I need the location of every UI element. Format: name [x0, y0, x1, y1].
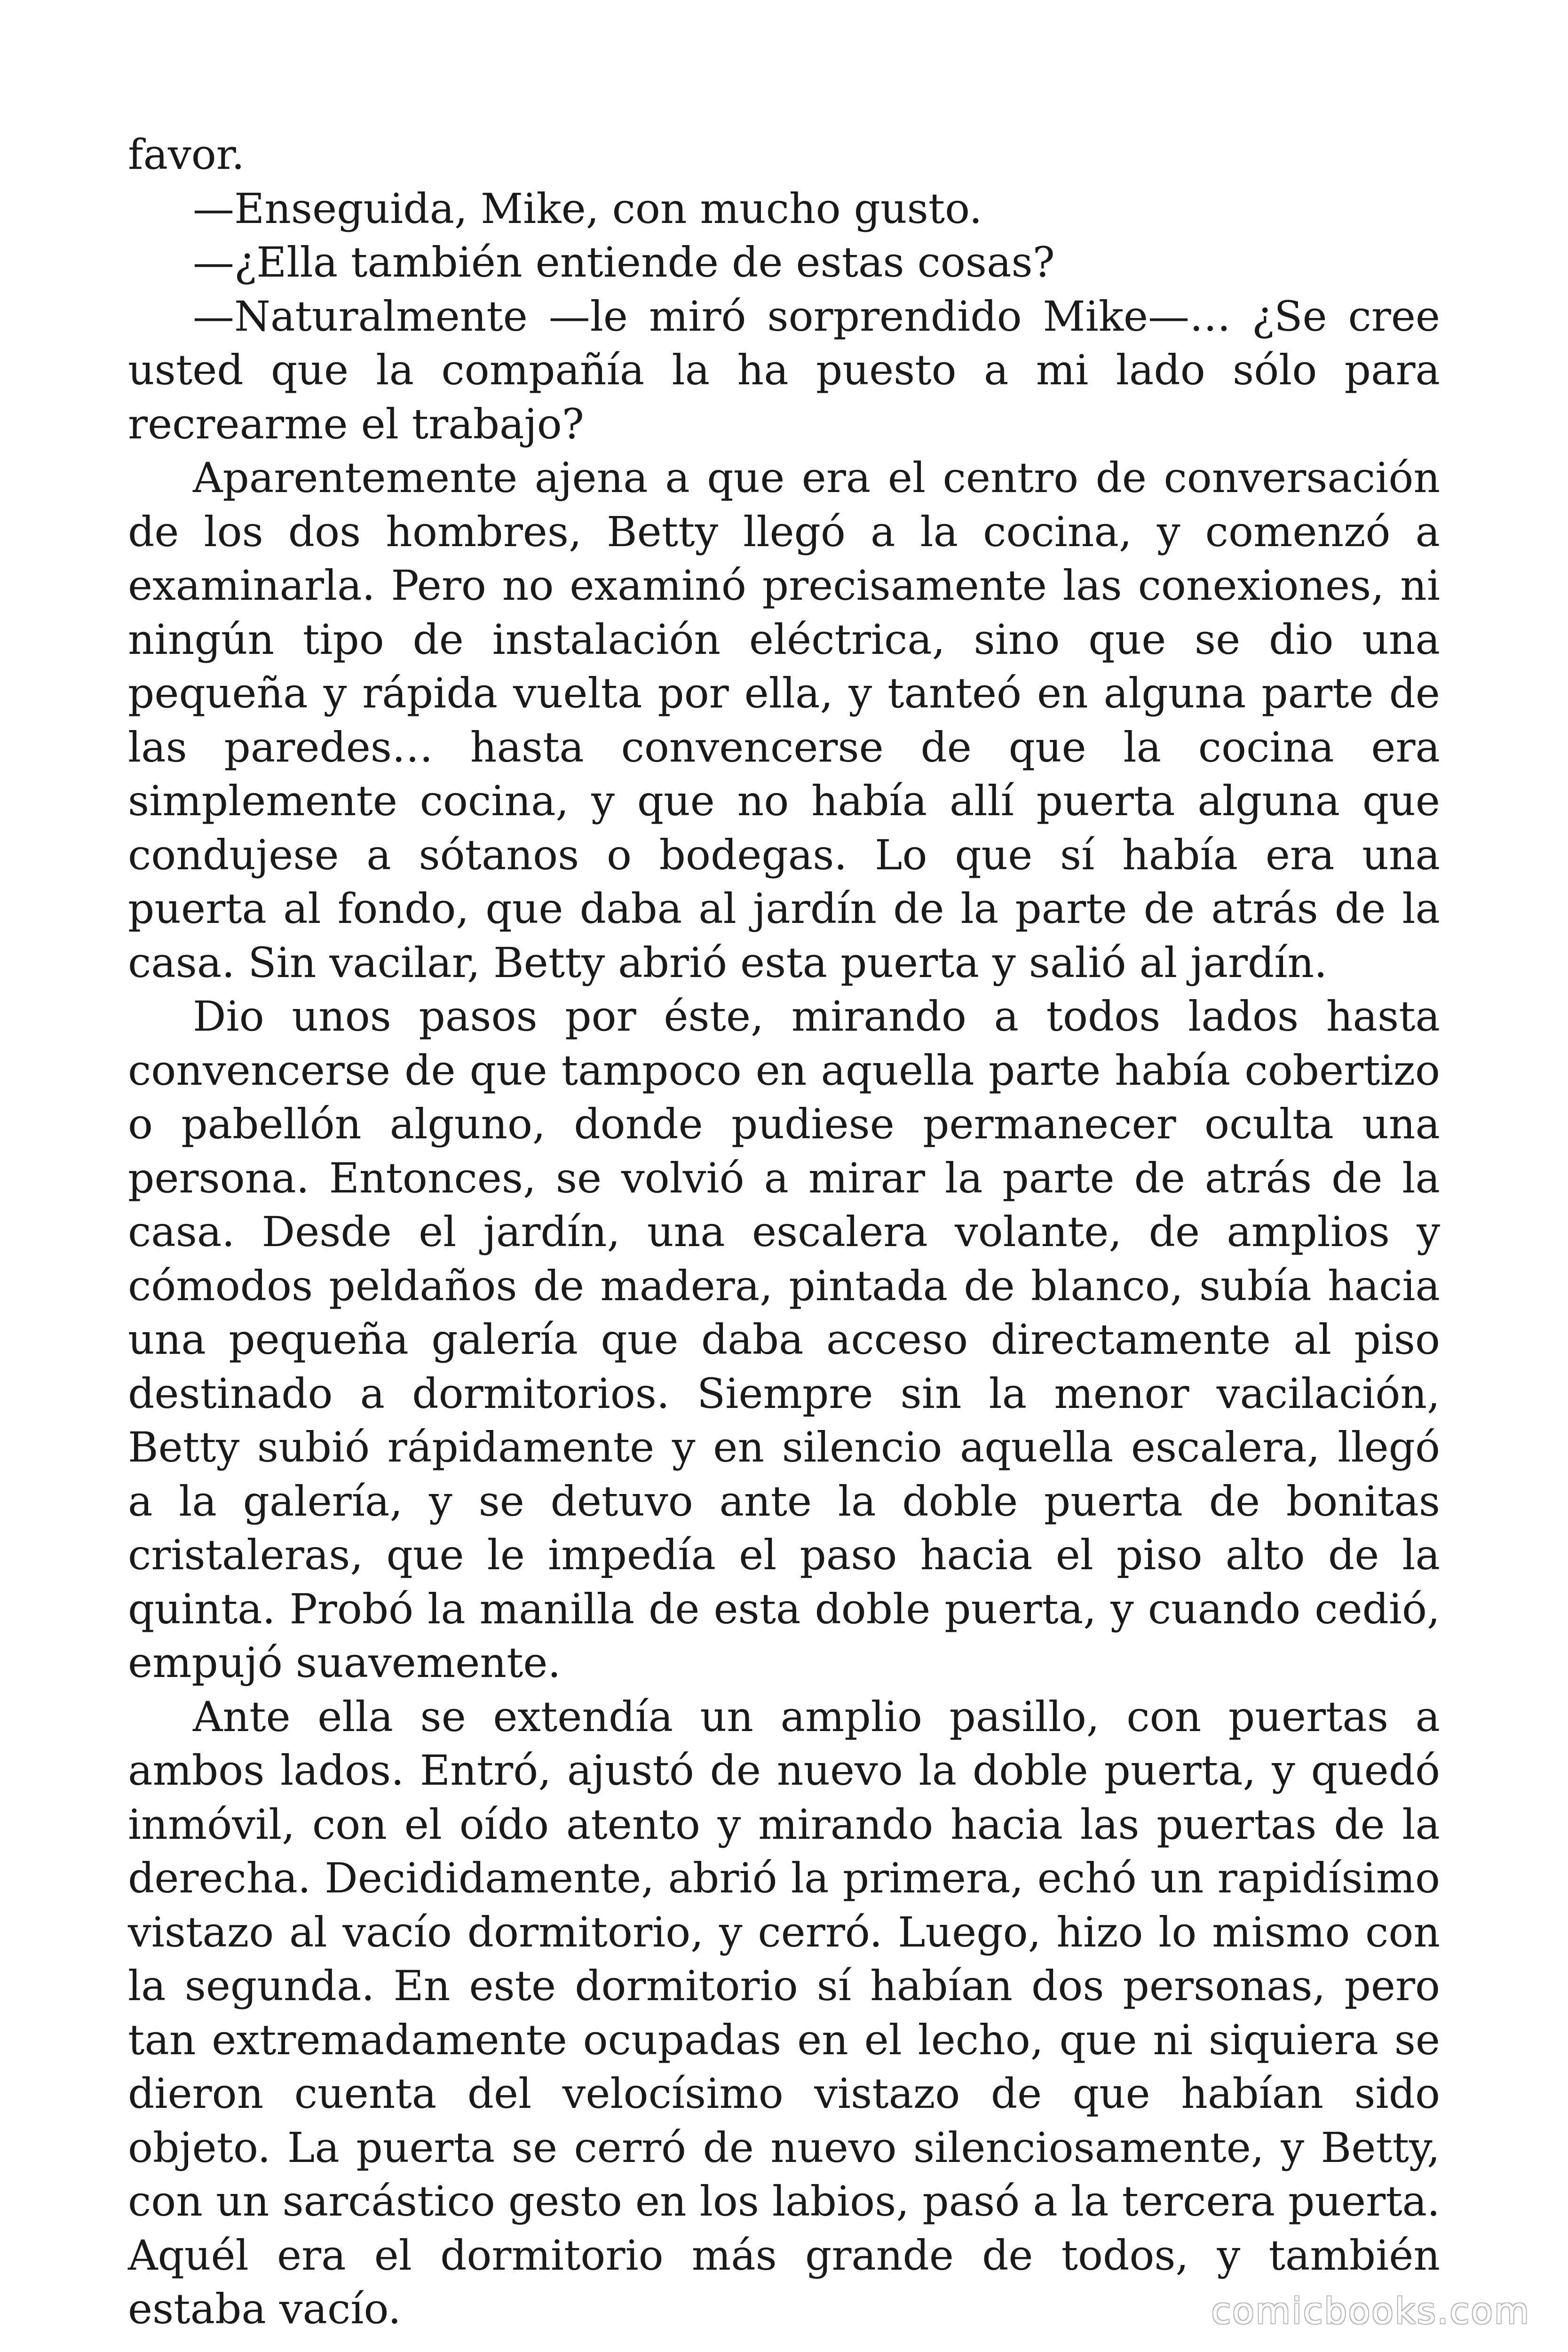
paragraph: favor.	[128, 130, 245, 179]
paragraph: —Enseguida, Mike, con mucho gusto.	[193, 184, 982, 233]
book-page-text	[128, 128, 1440, 2336]
paragraph: —¿Ella también entiende de estas cosas?	[193, 238, 1055, 286]
paragraph: —Naturalmente —le miró sorprendido Mike—… ¿Se cree usted que la compañía la ha puesto a mi lado sólo para recrearme el trabajo?	[128, 292, 1440, 448]
paragraph: Aparentemente ajena a que era el centro de conversación de los dos hombres, Betty llegó a la cocina, y comenzó a examinarla. Pero no examinó precisamente las conexiones, ni ningún tipo de instalación eléctrica, sino que se dio una pequeña y rápida vuelta por ella, y tanteó en alguna parte de las paredes… hasta convencerse de que la cocina era simplemente cocina, y que no había allí puerta alguna que condujese a sótanos o bodegas. Lo que sí había era una puerta al fondo, que daba al jardín de la parte de atrás de la casa. Sin vacilar, Betty abrió esta puerta y salió al jardín.	[128, 453, 1440, 987]
paragraph: Dio unos pasos por éste, mirando a todos lados hasta convencerse de que tampoco en aquella parte había cobertizo o pabellón alguno, donde pudiese permanecer oculta una persona. Entonces, se volvió a mirar la parte de atrás de la casa. Desde el jardín, una escalera volante, de amplios y cómodos peldaños de madera, pintada de blanco, subía hacia una pequeña galería que daba acceso directamente al piso destinado a dormitorios. Siempre sin la menor vacilación, Betty subió rápidamente y en silencio aquella escalera, llegó a la galería, y se detuvo ante la doble puerta de bonitas cristaleras, que le impedía el paso hacia el piso alto de la quinta. Probó la manilla de esta doble puerta, y cuando cedió, empujó suavemente.	[128, 992, 1440, 1687]
watermark: comicbooks.com	[1211, 2290, 1530, 2332]
paragraph: Ante ella se extendía un amplio pasillo, con puertas a ambos lados. Entró, ajustó de nuevo la doble puerta, y quedó inmóvil, con el oído atento y mirando hacia las puertas de la derecha. Decididamente, abrió la primera, echó un rapidísimo vistazo al vacío dormitorio, y cerró. Luego, hizo lo mismo con la segunda. En este dormitorio sí habían dos personas, pero tan extremadamente ocupadas en el lecho, que ni siquiera se dieron cuenta del velocísimo vistazo de que habían sido objeto. La puerta se cerró de nuevo silenciosamente, y Betty, con un sarcástico gesto en los labios, pasó a la tercera puerta. Aquél era el dormitorio más grande de todos, y también estaba vacío.	[128, 1692, 1440, 2333]
